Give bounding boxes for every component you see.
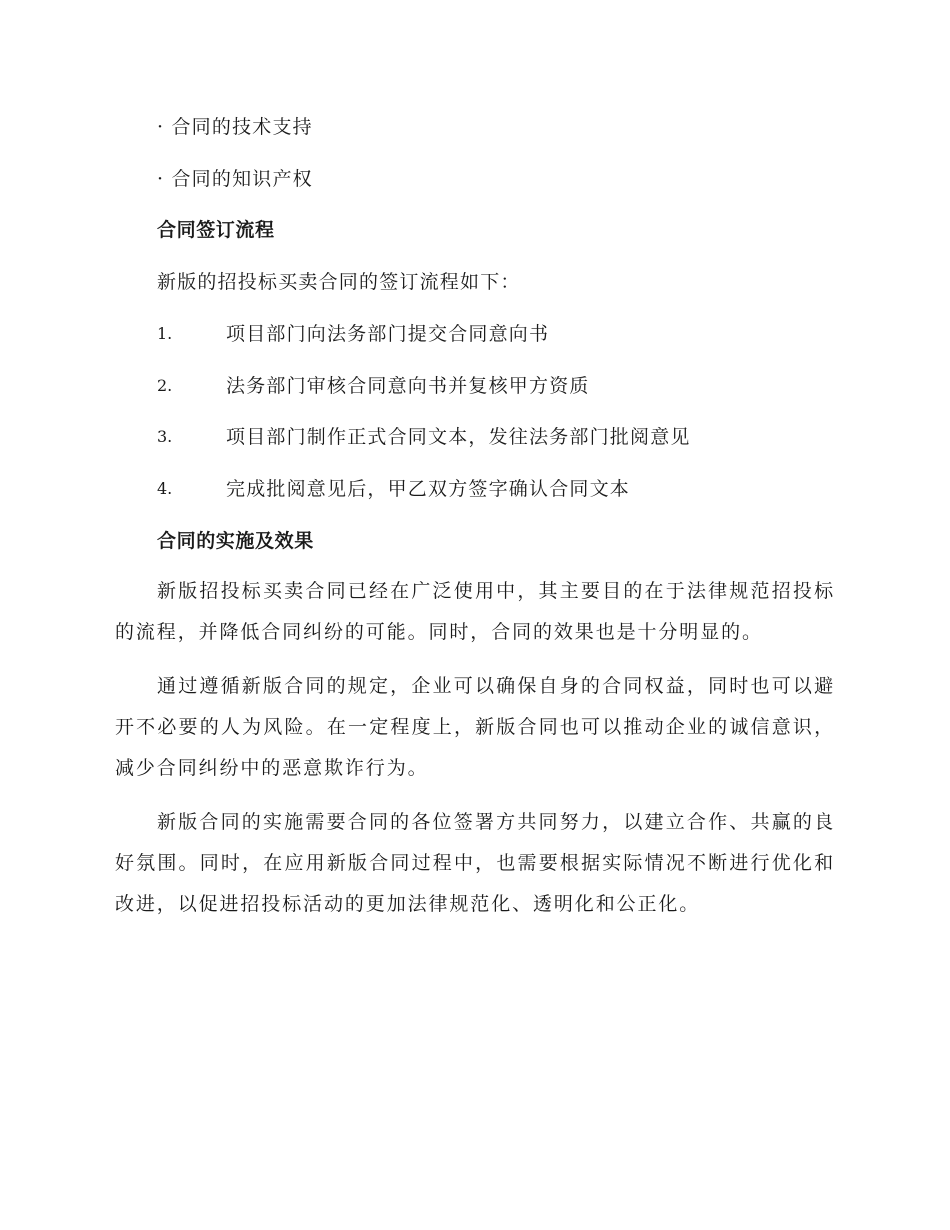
effect-paragraph-2: 通过遵循新版合同的规定，企业可以确保自身的合同权益，同时也可以避开不必要的人为风险。在一定程度上，新版合同也可以推动企业的诚信意识，减少合同纠纷中的恶意欺诈行为。 <box>115 675 835 779</box>
section-heading-effect: 合同的实施及效果 <box>157 530 314 552</box>
section-heading-signing: 合同签订流程 <box>157 219 275 241</box>
step-text: 项目部门向法务部门提交合同意向书 <box>226 323 550 345</box>
step-text: 法务部门审核合同意向书并复核甲方资质 <box>226 375 590 397</box>
step-text: 项目部门制作正式合同文本，发往法务部门批阅意见 <box>226 426 691 448</box>
bullet-item-tech-support: · 合同的技术支持 <box>157 116 313 138</box>
step-text: 完成批阅意见后，甲乙双方签字确认合同文本 <box>226 478 631 500</box>
signing-intro: 新版的招投标买卖合同的签订流程如下： <box>157 271 521 293</box>
effect-paragraph-3: 新版合同的实施需要合同的各位签署方共同努力，以建立合作、共赢的良好氛围。同时，在应用新版合同过程中，也需要根据实际情况不断进行优化和改进，以促进招投标活动的更加法律规范化、透明化和公正化。 <box>115 811 835 915</box>
bullet-item-ip: · 合同的知识产权 <box>157 168 313 190</box>
step-number: 2. <box>157 376 173 395</box>
effect-paragraph-1: 新版招投标买卖合同已经在广泛使用中，其主要目的在于法律规范招投标的流程，并降低合同纠纷的可能。同时，合同的效果也是十分明显的。 <box>115 580 835 643</box>
step-number: 4. <box>157 479 173 498</box>
step-number: 3. <box>157 427 173 446</box>
step-number: 1. <box>157 324 173 343</box>
